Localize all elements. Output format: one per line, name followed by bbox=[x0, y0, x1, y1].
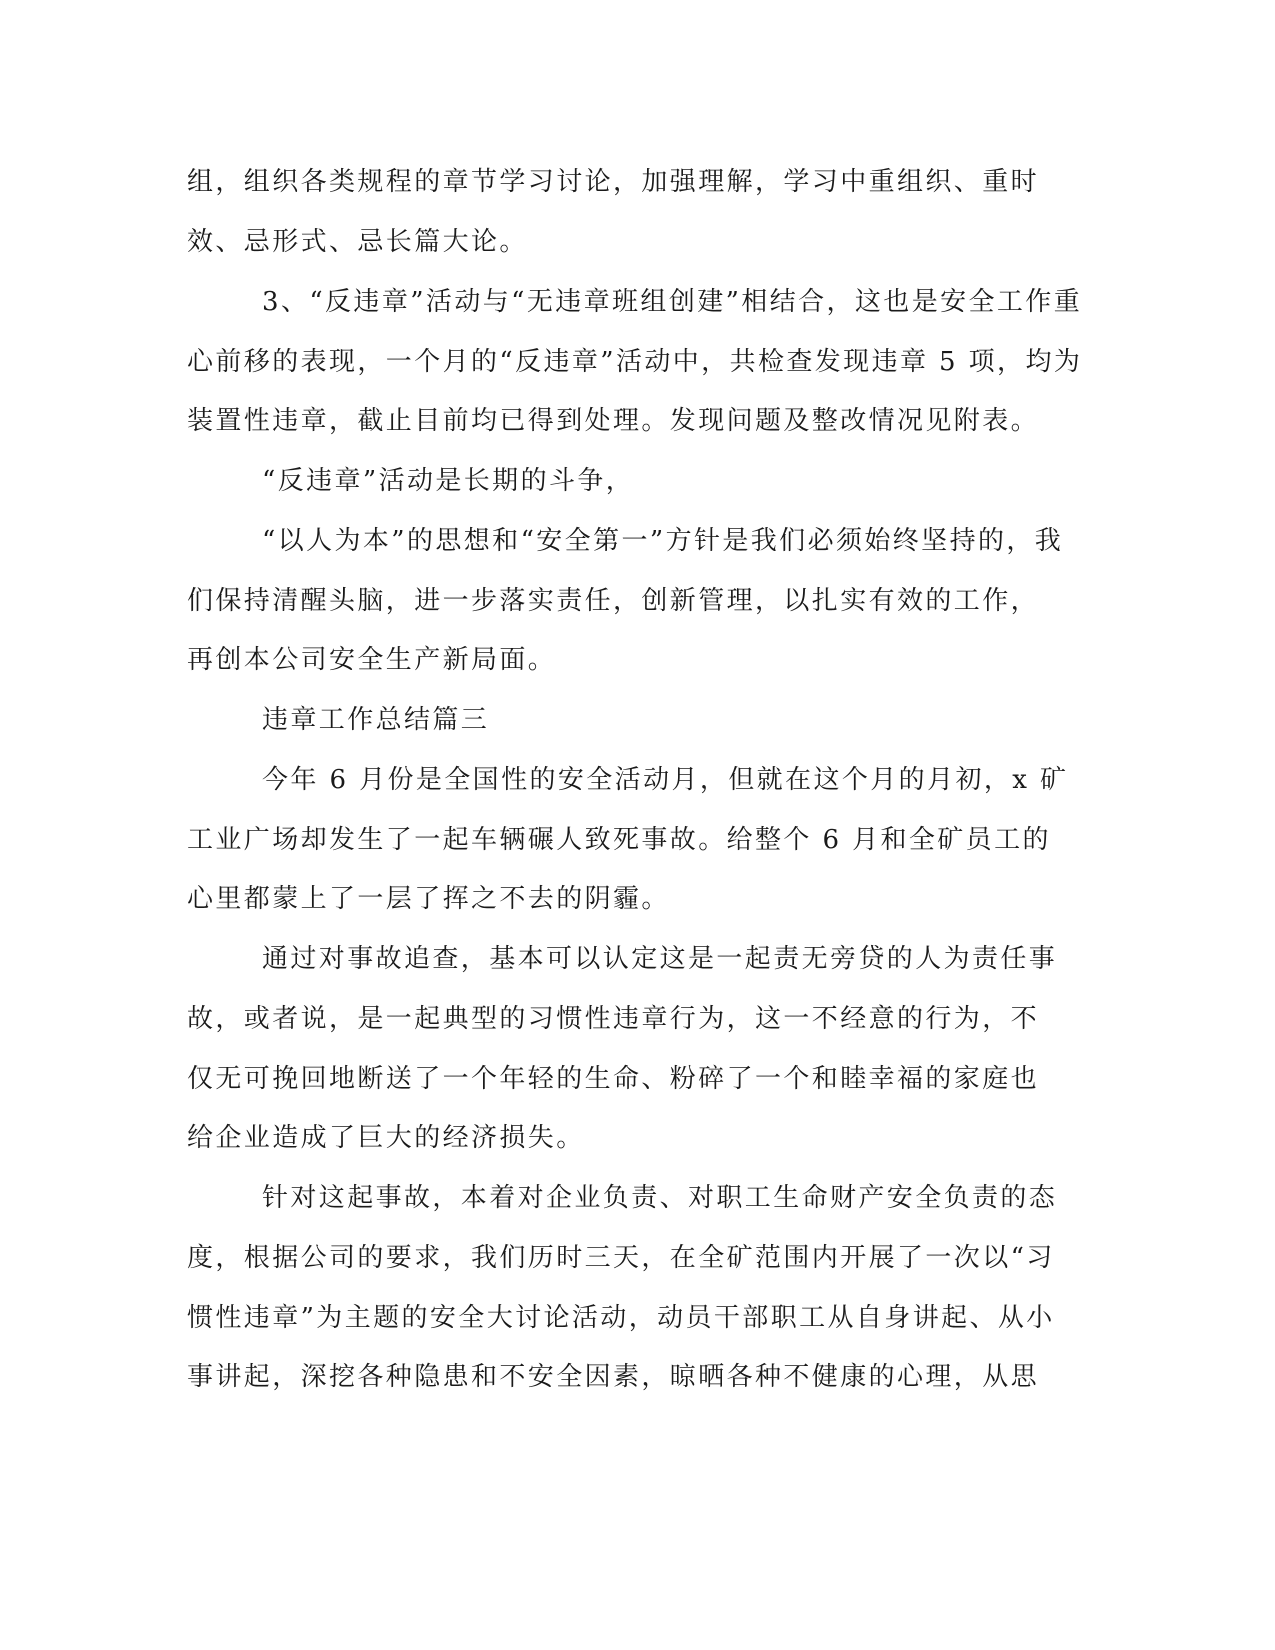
text-line: 故，或者说，是一起典型的习惯性违章行为，这一不经意的行为，不 bbox=[187, 1004, 1040, 1034]
text-line: 再创本公司安全生产新局面。 bbox=[187, 645, 557, 675]
paragraph-start-line: 通过对事故追查，基本可以认定这是一起责无旁贷的人为责任事 bbox=[262, 944, 1058, 974]
paragraph-start-line: “反违章”活动是长期的斗争， bbox=[262, 466, 635, 496]
paragraph-start-line: “以人为本”的思想和“安全第一”方针是我们必须始终坚持的，我 bbox=[262, 526, 1064, 556]
text-line: 组，组织各类规程的章节学习讨论，加强理解，学习中重组织、重时 bbox=[187, 167, 1040, 197]
text-line: 仅无可挽回地断送了一个年轻的生命、粉碎了一个和睦幸福的家庭也 bbox=[187, 1064, 1040, 1094]
paragraph-start-line: 今年 6 月份是全国性的安全活动月，但就在这个月的月初，x 矿 bbox=[262, 765, 1069, 795]
text-line: 工业广场却发生了一起车辆碾人致死事故。给整个 6 月和全矿员工的 bbox=[187, 825, 1051, 855]
text-line: 给企业造成了巨大的经济损失。 bbox=[187, 1123, 585, 1153]
paragraph-start-line: 3、“反违章”活动与“无违章班组创建”相结合，这也是安全工作重 bbox=[262, 287, 1083, 317]
text-line: 度，根据公司的要求，我们历时三天，在全矿范围内开展了一次以“习 bbox=[187, 1243, 1055, 1273]
text-line: 心里都蒙上了一层了挥之不去的阴霾。 bbox=[187, 884, 670, 914]
section-heading: 违章工作总结篇三 bbox=[262, 705, 490, 735]
text-line: 心前移的表现，一个月的“反违章”活动中，共检查发现违章 5 项，均为 bbox=[187, 347, 1083, 377]
text-line: 惯性违章”为主题的安全大讨论活动，动员干部职工从自身讲起、从小 bbox=[187, 1303, 1055, 1333]
text-line: 们保持清醒头脑，进一步落实责任，创新管理，以扎实有效的工作， bbox=[187, 586, 1040, 616]
text-line: 装置性违章，截止目前均已得到处理。发现问题及整改情况见附表。 bbox=[187, 406, 1040, 436]
text-line: 效、忌形式、忌长篇大论。 bbox=[187, 227, 528, 257]
paragraph-start-line: 针对这起事故，本着对企业负责、对职工生命财产安全负责的态 bbox=[262, 1183, 1058, 1213]
text-line: 事讲起，深挖各种隐患和不安全因素，晾晒各种不健康的心理，从思 bbox=[187, 1362, 1040, 1392]
